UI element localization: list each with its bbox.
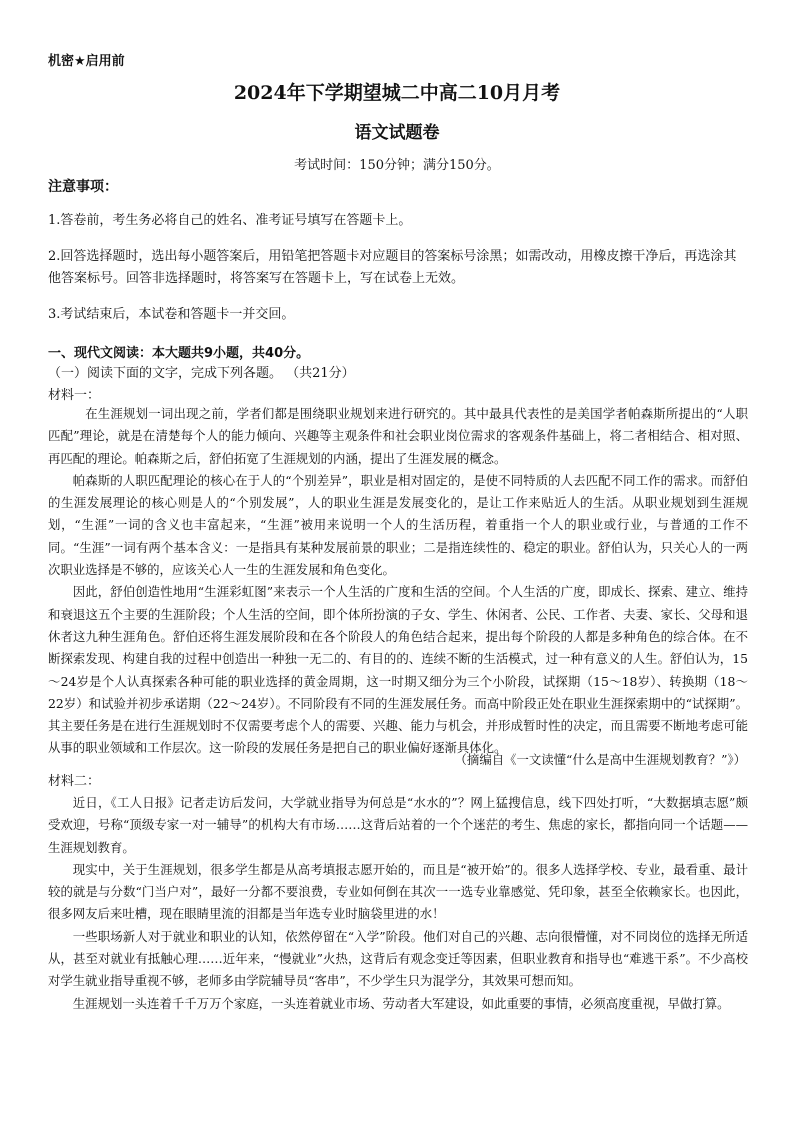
note-item: 2.回答选择题时，选出每小题答案后，用铅笔把答题卡对应题目的答案标号涂黑；如需改动，用橡皮擦干净后，再选涂其他答案标号。回答非选择题时，将答案写在答题卡上，写在试卷上无效。 xyxy=(48,249,737,286)
paragraph: 生涯规划一头连着千千万万个家庭，一头连着就业市场、劳动者大军建设，如此重要的事情，必须高度重视，早做打算。 xyxy=(72,995,730,1011)
note-item: 1.答卷前，考生务必将自己的姓名、准考证号填写在答题卡上。 xyxy=(48,213,412,228)
paragraph: 近日，《工人日报》记者走访后发问，大学就业指导为何总是“水水的”？网上猛搜信息，线下四处打听，“大数据填志愿”颇受欢迎，号称“顶级专家一对一辅导”的机构大有市场……这背后站着的一个个迷茫的考生、焦虑的家长，都指向同一个话题——生涯规划教育。 xyxy=(48,795,748,855)
material-label: 材料二： xyxy=(48,774,101,789)
paragraph: 在生涯规划一词出现之前，学者们都是围绕职业规划来进行研究的。其中最具代表性的是美国学者帕森斯所提出的“人职匹配”理论，就是在清楚每个人的能力倾向、兴趣等主观条件和社会职业岗位需求的客观条件基础上，将二者相结合、相对照、再匹配的理论。帕森斯之后，舒伯拓宽了生涯规划的内涵，提出了生涯发展的概念。 xyxy=(48,406,748,466)
confidential-mark: 机密★启用前 xyxy=(48,54,125,69)
paragraph: 帕森斯的人职匹配理论的核心在于人的“个别差异”，职业是相对固定的，是使不同特质的人去匹配不同工作的需求。而舒伯的生涯发展理论的核心则是人的“个别发展”，人的职业生涯是发展变化的，是让工作来贴近人的生活。从职业规划到生涯规划，“生涯”一词的含义也丰富起来，“生涯”被用来说明一个人的生活历程，着重指一个人的职业或行业，与普通的工作不同。“生涯”一词有两个基本含义：一是指具有某种发展前景的职业；二是指连续性的、稳定的职业。舒伯认为，只关心人的一两次职业选择是不够的，应该关心人一生的生涯发展和角色变化。 xyxy=(48,472,748,578)
material-one-body xyxy=(48,403,748,760)
paragraph: 一些职场新人对于就业和职业的认知，依然停留在“入学”阶段。他们对自己的兴趣、志向很懵懂，对不同岗位的选择无所适从，甚至对就业有抵触心理……近年来，“慢就业”火热，这背后有观念变迁等因素，但职业教育和指导也“难逃干系”。不少高校对学生就业指导重视不够，老师多由学院辅导员“客串”，不少学生只为混学分，其效果可想而知。 xyxy=(48,928,748,989)
notes-heading: 注意事项： xyxy=(48,179,118,195)
page-subtitle: 语文试题卷 xyxy=(354,123,440,143)
sub-section-heading: （一）阅读下面的文字，完成下列各题。 （共21分） xyxy=(48,366,355,381)
section-heading: 一、现代文阅读：本大题共9小题，共40分。 xyxy=(48,346,310,361)
paragraph: 现实中，关于生涯规划，很多学生都是从高考填报志愿开始的，而且是“被开始”的。很多人选择学校、专业，最看重、最计较的就是与分数“门当户对”，最好一分都不要浪费，专业如何倒在其次一一选专业靠感觉、凭印象，甚至全依赖家长。也因此，很多网友后来吐槽，现在眼睛里流的泪都是当年选专业时脑袋里进的水！ xyxy=(48,861,748,922)
page-title: 2024年下学期望城二中高二10月月考 xyxy=(233,82,561,104)
note-item: 3.考试结束后，本试卷和答题卡一并交回。 xyxy=(48,307,295,322)
material-two-body xyxy=(48,792,748,1015)
material-label: 材料一： xyxy=(48,388,101,403)
exam-info: 考试时间：150分钟；满分150分。 xyxy=(294,158,500,173)
source-citation: （摘编自《一文读懂“什么是高中生涯规划教育？”》） xyxy=(454,752,746,767)
paragraph: 因此，舒伯创造性地用“生涯彩虹图”来表示一个人生活的广度和生活的空间。个人生活的广度，即成长、探索、建立、维持和衰退这五个主要的生涯阶段；个人生活的空间，即个体所扮演的子女、学生、休闲者、公民、工作者、夫妻、家长、父母和退休者这九种生涯角色。舒伯还将生涯发展阶段和在各个阶段人的角色结合起来，提出每个阶段的人都是多种角色的综合体。在不断探索发现、构建自我的过程中创造出一种独一无二的、有目的的、连续不断的生活模式，过一种有意义的人生。舒伯认为，15～24岁是个人认真探索各种可能的职业选择的黄金周期，这一时期又细分为三个小阶段，试探期（15～18岁）、转换期（18～22岁）和试验并初步承诺期（22～24岁）。不同阶段有不同的生涯发展任务。而高中阶段正处在职业生涯探索期中的“试探期”。其主要任务是在进行生涯规划时不仅需要考虑个人的需要、兴趣、能力与机会，并形成暂时性的决定，而且需要不断地考虑可能从事的职业领域和工作层次。这一阶段的发展任务是把自己的职业偏好逐渐具体化。 xyxy=(48,584,748,756)
